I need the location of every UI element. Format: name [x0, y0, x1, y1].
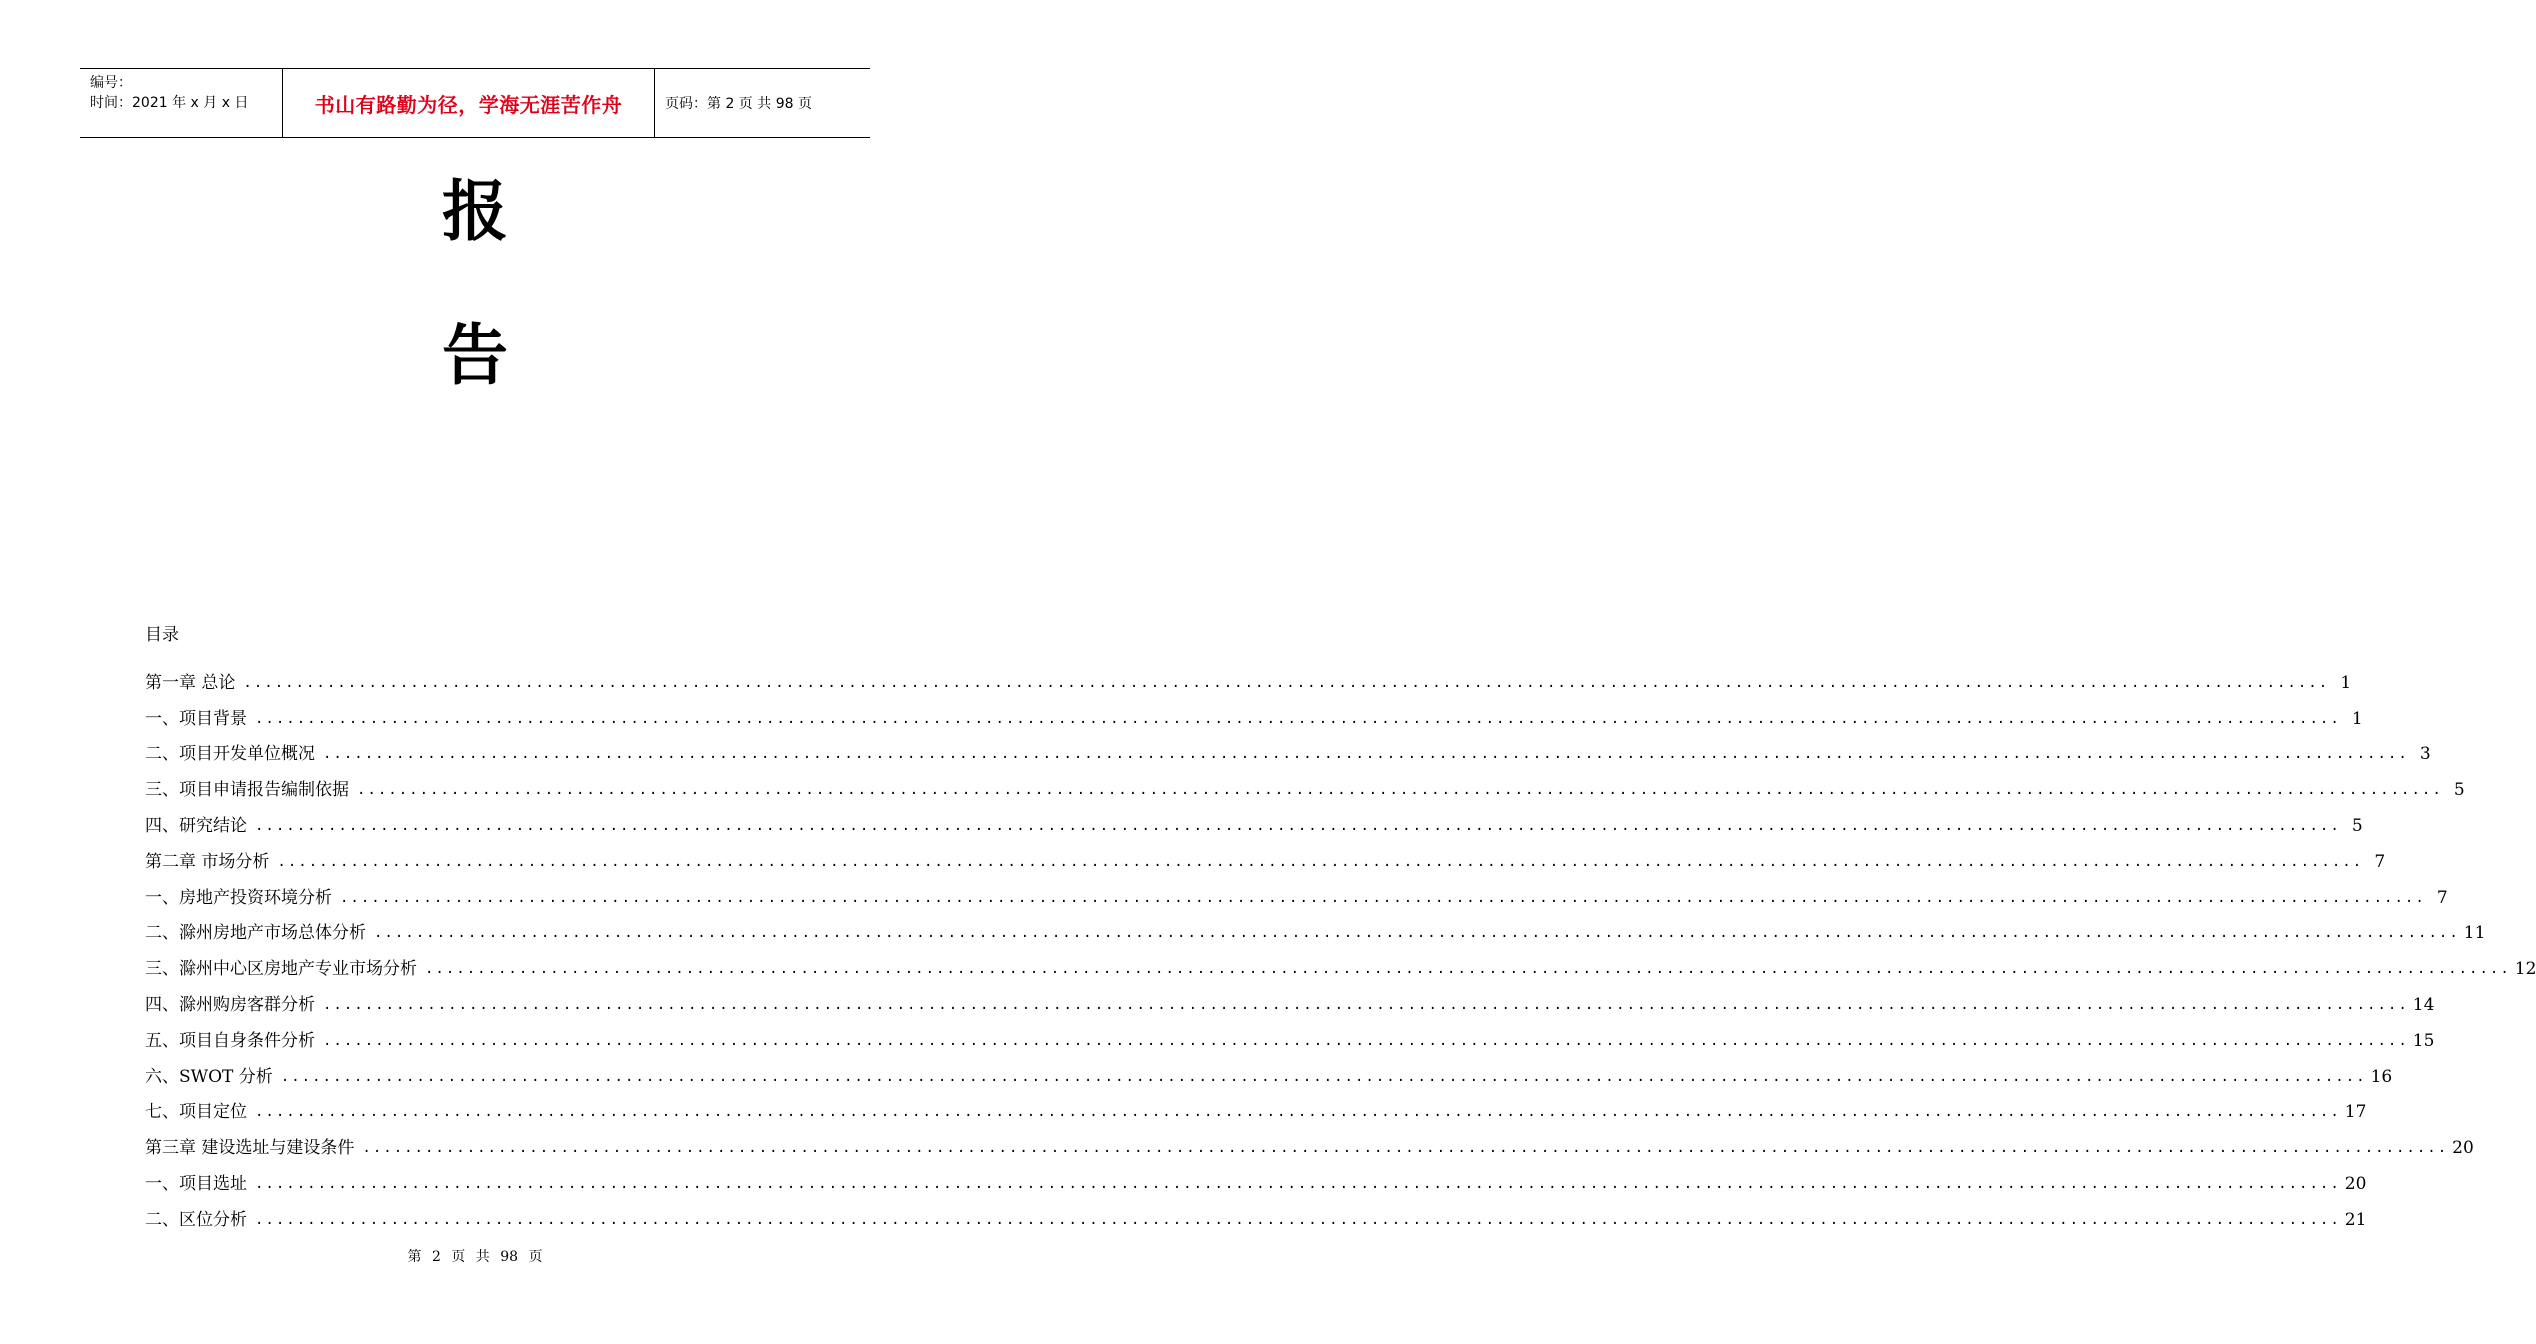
toc-entry-page: 7	[2374, 851, 2386, 872]
toc-entry[interactable]	[145, 1195, 2367, 1231]
toc-entry-label: 二、项目开发单位概况	[145, 744, 315, 765]
toc-leader-dots: ........................................................................................................................................................................................................	[425, 961, 2511, 978]
toc-leader-dots: ........................................................................................................................................................................................................	[255, 710, 2341, 727]
toc-entry-label: 一、项目选址	[145, 1173, 247, 1194]
toc-entry-label: 四、研究结论	[145, 815, 247, 836]
toc-entry-page: 11	[2463, 923, 2486, 944]
document-header	[80, 68, 870, 138]
toc-entry-label: 第三章 建设选址与建设条件	[145, 1138, 355, 1159]
toc-leader-dots: ........................................................................................................................................................................................................	[362, 1140, 2449, 1157]
toc-leader-dots: ........................................................................................................................................................................................................	[255, 1211, 2341, 1228]
toc-entry-label: 第一章 总论	[145, 672, 236, 693]
toc-entry-page: 17	[2344, 1102, 2367, 1123]
toc-leader-dots: ........................................................................................................................................................................................................	[277, 853, 2364, 870]
toc-entry-label: 六、SWOT 分析	[145, 1066, 273, 1087]
time-label: 时间：2021 年 x 月 x 日	[90, 95, 249, 111]
toc-entry[interactable]	[145, 730, 2431, 766]
toc-entry[interactable]	[145, 909, 2486, 945]
toc-entry[interactable]	[145, 1123, 2474, 1159]
header-page-info: 页码：第 2 页 共 98 页	[665, 96, 812, 112]
toc-heading: 目录	[145, 625, 179, 645]
toc-entry[interactable]	[145, 944, 2536, 980]
toc-entry-label: 二、区位分析	[145, 1209, 247, 1230]
toc-list	[145, 658, 2536, 1231]
toc-entry-page: 14	[2412, 994, 2435, 1015]
toc-entry[interactable]	[145, 1088, 2367, 1124]
toc-leader-dots: ........................................................................................................................................................................................................	[243, 674, 2330, 691]
toc-leader-dots: ........................................................................................................................................................................................................	[280, 1068, 2367, 1085]
toc-entry-page: 20	[2344, 1173, 2367, 1194]
toc-entry[interactable]	[145, 1052, 2393, 1088]
title-char-1: 报	[442, 172, 508, 250]
toc-entry-page: 5	[2351, 815, 2363, 836]
toc-entry[interactable]	[145, 765, 2465, 801]
toc-entry-page: 16	[2370, 1066, 2393, 1087]
toc-leader-dots: ........................................................................................................................................................................................................	[323, 1032, 2409, 1049]
header-motto-cell	[282, 69, 655, 137]
toc-leader-dots: ........................................................................................................................................................................................................	[323, 746, 2409, 763]
toc-leader-dots: ........................................................................................................................................................................................................	[323, 996, 2409, 1013]
number-label: 编号：	[90, 75, 132, 91]
toc-entry-page: 1	[2351, 708, 2363, 729]
toc-entry[interactable]	[145, 694, 2363, 730]
toc-entry-page: 1	[2340, 672, 2352, 693]
toc-entry-label: 四、滁州购房客群分析	[145, 994, 315, 1015]
toc-entry[interactable]	[145, 658, 2352, 694]
toc-entry[interactable]	[145, 1159, 2367, 1195]
toc-entry-page: 5	[2453, 780, 2465, 801]
toc-entry[interactable]	[145, 980, 2435, 1016]
table-of-contents	[145, 622, 2536, 1231]
toc-entry-page: 20	[2452, 1138, 2474, 1159]
toc-entry-label: 一、项目背景	[145, 708, 247, 729]
toc-entry-page: 3	[2419, 744, 2431, 765]
toc-entry-label: 五、项目自身条件分析	[145, 1030, 315, 1051]
toc-entry-label: 一、房地产投资环境分析	[145, 887, 332, 908]
toc-leader-dots: ........................................................................................................................................................................................................	[255, 817, 2341, 834]
toc-leader-dots: ........................................................................................................................................................................................................	[255, 1104, 2341, 1121]
toc-entry-label: 三、滁州中心区房地产专业市场分析	[145, 959, 417, 980]
toc-entry-label: 三、项目申请报告编制依据	[145, 780, 349, 801]
toc-entry-label: 七、项目定位	[145, 1102, 247, 1123]
toc-entry[interactable]	[145, 1016, 2435, 1052]
toc-leader-dots: ........................................................................................................................................................................................................	[357, 782, 2443, 799]
toc-entry-label: 二、滁州房地产市场总体分析	[145, 923, 366, 944]
toc-entry-page: 12	[2514, 959, 2536, 980]
title-char-2: 告	[442, 316, 508, 394]
toc-entry-label: 第二章 市场分析	[145, 851, 270, 872]
header-motto: 书山有路勤为径，学海无涯苦作舟	[314, 92, 623, 117]
toc-entry[interactable]	[145, 873, 2448, 909]
toc-leader-dots: ........................................................................................................................................................................................................	[255, 1175, 2341, 1192]
toc-entry-page: 7	[2436, 887, 2448, 908]
toc-entry[interactable]	[145, 801, 2363, 837]
toc-leader-dots: ........................................................................................................................................................................................................	[340, 889, 2426, 906]
toc-entry-page: 15	[2412, 1030, 2435, 1051]
toc-leader-dots: ........................................................................................................................................................................................................	[374, 925, 2460, 942]
header-meta	[80, 69, 282, 137]
toc-entry[interactable]	[145, 837, 2386, 873]
page-footer: 第 2 页 共 98 页	[407, 1249, 543, 1265]
toc-entry-page: 21	[2344, 1209, 2367, 1230]
